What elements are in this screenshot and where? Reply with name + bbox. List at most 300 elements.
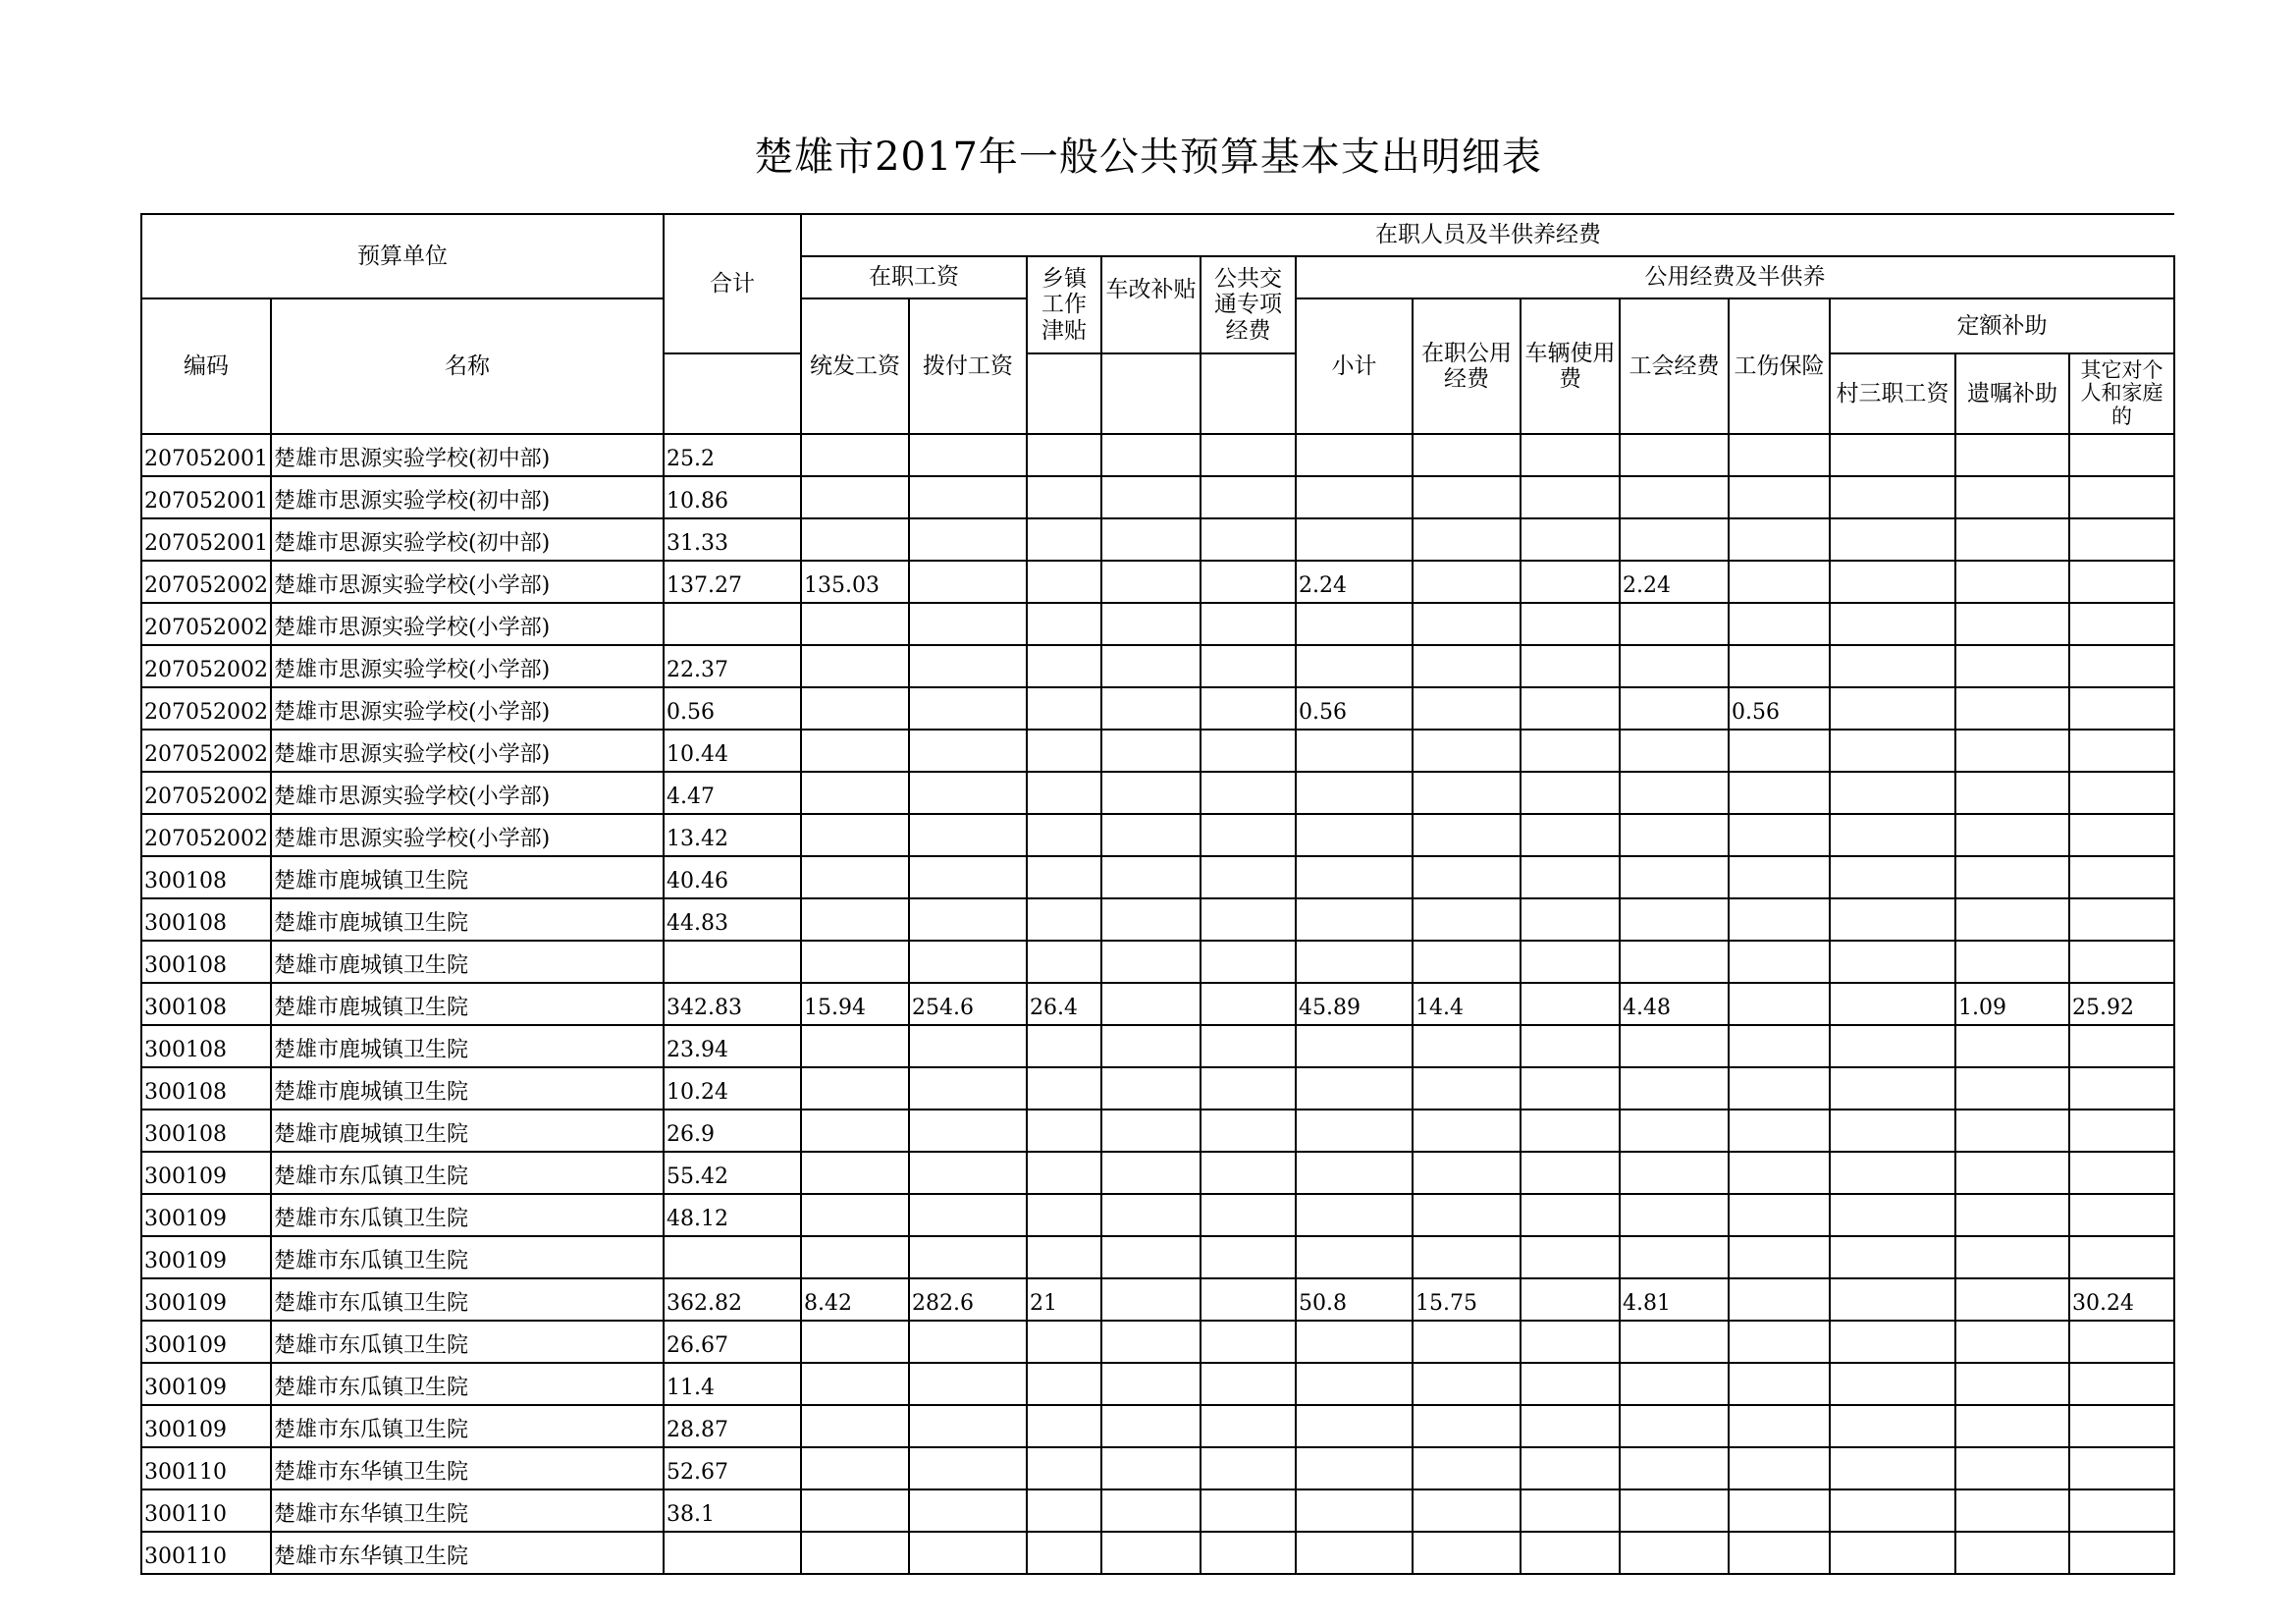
cell-injury-insurance — [1729, 941, 1830, 983]
cell-township-allowance — [1027, 476, 1101, 518]
cell-public-office-fee — [1413, 1110, 1521, 1152]
cell-allocated-salary — [909, 941, 1027, 983]
cell-vehicle-reform — [1101, 1152, 1201, 1194]
cell-vehicle-use-fee — [1521, 1152, 1620, 1194]
cell-allocated-salary — [909, 476, 1027, 518]
header-other-personal: 其它对个人和家庭的 — [2069, 353, 2174, 434]
table-row — [141, 1532, 2174, 1574]
cell-subtotal — [1296, 476, 1413, 518]
cell-village-wage — [1830, 1236, 1955, 1278]
header-subtotal: 小计 — [1296, 298, 1413, 434]
header-personnel-group: 在职人员及半供养经费 — [801, 214, 2174, 256]
cell-injury-insurance — [1729, 603, 1830, 645]
cell-allocated-salary — [909, 434, 1027, 476]
cell-name: 楚雄市鹿城镇卫生院 — [271, 898, 664, 941]
cell-subtotal: 2.24 — [1296, 561, 1413, 603]
cell-subtotal — [1296, 645, 1413, 687]
cell-vehicle-use-fee — [1521, 941, 1620, 983]
cell-code: 300108 — [141, 1067, 271, 1110]
cell-injury-insurance — [1729, 645, 1830, 687]
cell-unified-salary — [801, 645, 909, 687]
cell-union-fee — [1620, 1447, 1729, 1489]
cell-township-allowance — [1027, 645, 1101, 687]
cell-code: 300109 — [141, 1278, 271, 1321]
cell-unified-salary — [801, 1405, 909, 1447]
cell-township-allowance — [1027, 603, 1101, 645]
cell-bequest-subsidy — [1955, 814, 2069, 856]
cell-other-personal — [2069, 561, 2174, 603]
cell-code: 300109 — [141, 1236, 271, 1278]
cell-code: 207052001 — [141, 434, 271, 476]
header-name: 名称 — [271, 298, 664, 434]
cell-subtotal — [1296, 1067, 1413, 1110]
cell-allocated-salary — [909, 1194, 1027, 1236]
cell-bequest-subsidy — [1955, 1194, 2069, 1236]
cell-public-transport — [1201, 1321, 1296, 1363]
cell-village-wage — [1830, 1363, 1955, 1405]
cell-code: 207052002 — [141, 645, 271, 687]
cell-other-personal — [2069, 434, 2174, 476]
cell-subtotal — [1296, 898, 1413, 941]
cell-bequest-subsidy — [1955, 1405, 2069, 1447]
cell-injury-insurance — [1729, 561, 1830, 603]
cell-township-allowance — [1027, 1110, 1101, 1152]
header-injury-insurance: 工伤保险 — [1729, 298, 1830, 434]
cell-township-allowance — [1027, 898, 1101, 941]
cell-bequest-subsidy — [1955, 1532, 2069, 1574]
cell-subtotal — [1296, 1532, 1413, 1574]
cell-vehicle-reform — [1101, 1236, 1201, 1278]
cell-vehicle-use-fee — [1521, 687, 1620, 730]
cell-public-transport — [1201, 561, 1296, 603]
cell-subtotal — [1296, 434, 1413, 476]
cell-unified-salary — [801, 1194, 909, 1236]
cell-vehicle-use-fee — [1521, 1194, 1620, 1236]
cell-unified-salary — [801, 898, 909, 941]
cell-village-wage — [1830, 434, 1955, 476]
cell-unified-salary — [801, 434, 909, 476]
cell-vehicle-reform — [1101, 1278, 1201, 1321]
table-row — [141, 983, 2174, 1025]
cell-public-transport — [1201, 772, 1296, 814]
cell-village-wage — [1830, 983, 1955, 1025]
header-total: 合计 — [664, 214, 801, 353]
cell-bequest-subsidy — [1955, 1447, 2069, 1489]
cell-bequest-subsidy: 1.09 — [1955, 983, 2069, 1025]
header-unified-salary: 统发工资 — [801, 298, 909, 434]
table-row — [141, 1110, 2174, 1152]
cell-name: 楚雄市思源实验学校(小学部) — [271, 645, 664, 687]
cell-bequest-subsidy — [1955, 645, 2069, 687]
cell-other-personal — [2069, 856, 2174, 898]
cell-union-fee — [1620, 941, 1729, 983]
cell-total: 4.47 — [664, 772, 801, 814]
cell-injury-insurance — [1729, 772, 1830, 814]
cell-other-personal — [2069, 603, 2174, 645]
cell-name: 楚雄市东华镇卫生院 — [271, 1447, 664, 1489]
cell-unified-salary — [801, 772, 909, 814]
cell-code: 300108 — [141, 1110, 271, 1152]
cell-public-transport — [1201, 687, 1296, 730]
cell-total: 22.37 — [664, 645, 801, 687]
cell-allocated-salary — [909, 1532, 1027, 1574]
cell-vehicle-use-fee — [1521, 476, 1620, 518]
cell-village-wage — [1830, 687, 1955, 730]
cell-public-transport — [1201, 856, 1296, 898]
cell-vehicle-reform — [1101, 476, 1201, 518]
cell-other-personal — [2069, 1321, 2174, 1363]
cell-vehicle-use-fee — [1521, 1067, 1620, 1110]
cell-allocated-salary — [909, 814, 1027, 856]
table-row — [141, 1321, 2174, 1363]
cell-total — [664, 603, 801, 645]
cell-township-allowance — [1027, 1363, 1101, 1405]
cell-vehicle-use-fee — [1521, 1489, 1620, 1532]
cell-unified-salary — [801, 1236, 909, 1278]
cell-unified-salary — [801, 1321, 909, 1363]
cell-unified-salary: 15.94 — [801, 983, 909, 1025]
cell-unified-salary — [801, 1025, 909, 1067]
cell-village-wage — [1830, 730, 1955, 772]
table-row — [141, 1025, 2174, 1067]
cell-township-allowance — [1027, 730, 1101, 772]
cell-unified-salary — [801, 1152, 909, 1194]
cell-township-allowance — [1027, 1489, 1101, 1532]
cell-other-personal — [2069, 687, 2174, 730]
cell-vehicle-use-fee — [1521, 730, 1620, 772]
cell-vehicle-reform — [1101, 645, 1201, 687]
cell-vehicle-reform — [1101, 1363, 1201, 1405]
cell-subtotal — [1296, 1363, 1413, 1405]
cell-public-transport — [1201, 1236, 1296, 1278]
cell-vehicle-reform — [1101, 1447, 1201, 1489]
cell-public-transport — [1201, 603, 1296, 645]
cell-village-wage — [1830, 1110, 1955, 1152]
cell-name: 楚雄市东瓜镇卫生院 — [271, 1405, 664, 1447]
cell-village-wage — [1830, 772, 1955, 814]
cell-village-wage — [1830, 1489, 1955, 1532]
cell-injury-insurance — [1729, 1067, 1830, 1110]
cell-other-personal — [2069, 1025, 2174, 1067]
cell-subtotal — [1296, 1025, 1413, 1067]
cell-village-wage — [1830, 1194, 1955, 1236]
header-budget-unit: 预算单位 — [141, 214, 664, 298]
cell-public-transport — [1201, 1152, 1296, 1194]
header-township-lower — [1027, 353, 1101, 434]
cell-village-wage — [1830, 1152, 1955, 1194]
cell-subtotal — [1296, 1152, 1413, 1194]
cell-vehicle-use-fee — [1521, 1321, 1620, 1363]
cell-vehicle-use-fee — [1521, 814, 1620, 856]
cell-allocated-salary — [909, 1025, 1027, 1067]
cell-total: 52.67 — [664, 1447, 801, 1489]
cell-injury-insurance — [1729, 1363, 1830, 1405]
cell-bequest-subsidy — [1955, 1152, 2069, 1194]
cell-unified-salary — [801, 856, 909, 898]
cell-unified-salary — [801, 476, 909, 518]
cell-public-transport — [1201, 645, 1296, 687]
cell-bequest-subsidy — [1955, 941, 2069, 983]
cell-bequest-subsidy — [1955, 687, 2069, 730]
cell-other-personal — [2069, 898, 2174, 941]
cell-union-fee — [1620, 645, 1729, 687]
cell-vehicle-use-fee — [1521, 1278, 1620, 1321]
cell-allocated-salary — [909, 1236, 1027, 1278]
header-union-fee: 工会经费 — [1620, 298, 1729, 434]
cell-allocated-salary — [909, 1489, 1027, 1532]
cell-allocated-salary — [909, 1152, 1027, 1194]
table-row — [141, 687, 2174, 730]
header-township-allowance: 乡镇工作津贴 — [1027, 256, 1101, 353]
cell-subtotal — [1296, 1405, 1413, 1447]
cell-vehicle-use-fee — [1521, 898, 1620, 941]
cell-public-office-fee — [1413, 898, 1521, 941]
table-row — [141, 518, 2174, 561]
header-vehicle-use-fee: 车辆使用费 — [1521, 298, 1620, 434]
cell-other-personal — [2069, 814, 2174, 856]
table-row — [141, 434, 2174, 476]
table-row — [141, 1363, 2174, 1405]
header-vehicle-reform-lower — [1101, 353, 1201, 434]
cell-total: 342.83 — [664, 983, 801, 1025]
cell-code: 300109 — [141, 1194, 271, 1236]
cell-village-wage — [1830, 898, 1955, 941]
cell-vehicle-use-fee — [1521, 1405, 1620, 1447]
cell-name: 楚雄市东瓜镇卫生院 — [271, 1278, 664, 1321]
cell-union-fee — [1620, 1025, 1729, 1067]
cell-other-personal — [2069, 1447, 2174, 1489]
header-public-transport-lower — [1201, 353, 1296, 434]
cell-subtotal — [1296, 1236, 1413, 1278]
cell-total: 10.24 — [664, 1067, 801, 1110]
cell-subtotal — [1296, 518, 1413, 561]
cell-bequest-subsidy — [1955, 1067, 2069, 1110]
cell-union-fee — [1620, 1194, 1729, 1236]
cell-township-allowance — [1027, 1152, 1101, 1194]
cell-injury-insurance — [1729, 1110, 1830, 1152]
cell-public-office-fee — [1413, 941, 1521, 983]
cell-injury-insurance — [1729, 1152, 1830, 1194]
cell-code: 207052002 — [141, 814, 271, 856]
cell-village-wage — [1830, 1532, 1955, 1574]
cell-village-wage — [1830, 603, 1955, 645]
cell-allocated-salary — [909, 645, 1027, 687]
cell-allocated-salary — [909, 603, 1027, 645]
cell-vehicle-reform — [1101, 1025, 1201, 1067]
header-village-wage: 村三职工资 — [1830, 353, 1955, 434]
cell-unified-salary — [801, 1363, 909, 1405]
table-row — [141, 1236, 2174, 1278]
cell-allocated-salary — [909, 1405, 1027, 1447]
table-header — [141, 214, 2174, 434]
cell-subtotal — [1296, 1194, 1413, 1236]
cell-vehicle-reform — [1101, 687, 1201, 730]
cell-total — [664, 1532, 801, 1574]
cell-vehicle-reform — [1101, 1405, 1201, 1447]
cell-code: 300110 — [141, 1447, 271, 1489]
cell-township-allowance: 26.4 — [1027, 983, 1101, 1025]
cell-public-transport — [1201, 1405, 1296, 1447]
cell-public-office-fee — [1413, 1489, 1521, 1532]
cell-village-wage — [1830, 645, 1955, 687]
cell-bequest-subsidy — [1955, 1236, 2069, 1278]
cell-injury-insurance — [1729, 1236, 1830, 1278]
cell-vehicle-reform — [1101, 1532, 1201, 1574]
cell-other-personal — [2069, 1236, 2174, 1278]
cell-code: 300109 — [141, 1321, 271, 1363]
cell-township-allowance — [1027, 1447, 1101, 1489]
cell-public-office-fee — [1413, 603, 1521, 645]
cell-other-personal — [2069, 941, 2174, 983]
cell-allocated-salary — [909, 1067, 1027, 1110]
cell-total: 11.4 — [664, 1363, 801, 1405]
cell-vehicle-use-fee — [1521, 1025, 1620, 1067]
table-row — [141, 1278, 2174, 1321]
cell-bequest-subsidy — [1955, 856, 2069, 898]
cell-subtotal: 45.89 — [1296, 983, 1413, 1025]
cell-bequest-subsidy — [1955, 561, 2069, 603]
cell-public-office-fee: 15.75 — [1413, 1278, 1521, 1321]
cell-township-allowance — [1027, 1532, 1101, 1574]
cell-unified-salary — [801, 1447, 909, 1489]
cell-allocated-salary: 282.6 — [909, 1278, 1027, 1321]
cell-subtotal — [1296, 730, 1413, 772]
cell-code: 300108 — [141, 941, 271, 983]
cell-public-office-fee — [1413, 772, 1521, 814]
cell-name: 楚雄市东瓜镇卫生院 — [271, 1321, 664, 1363]
cell-vehicle-reform — [1101, 561, 1201, 603]
cell-bequest-subsidy — [1955, 1321, 2069, 1363]
cell-allocated-salary — [909, 1110, 1027, 1152]
cell-code: 207052002 — [141, 687, 271, 730]
cell-union-fee — [1620, 814, 1729, 856]
cell-name: 楚雄市鹿城镇卫生院 — [271, 856, 664, 898]
header-bequest-subsidy: 遗嘱补助 — [1955, 353, 2069, 434]
cell-injury-insurance — [1729, 1194, 1830, 1236]
cell-township-allowance — [1027, 561, 1101, 603]
cell-injury-insurance — [1729, 1489, 1830, 1532]
cell-village-wage — [1830, 814, 1955, 856]
cell-name: 楚雄市思源实验学校(小学部) — [271, 772, 664, 814]
cell-vehicle-reform — [1101, 434, 1201, 476]
cell-union-fee — [1620, 772, 1729, 814]
cell-total: 55.42 — [664, 1152, 801, 1194]
cell-township-allowance — [1027, 1405, 1101, 1447]
table-row — [141, 1194, 2174, 1236]
cell-union-fee — [1620, 1152, 1729, 1194]
cell-township-allowance: 21 — [1027, 1278, 1101, 1321]
cell-other-personal — [2069, 1405, 2174, 1447]
cell-public-transport — [1201, 518, 1296, 561]
cell-vehicle-reform — [1101, 1067, 1201, 1110]
cell-injury-insurance — [1729, 1278, 1830, 1321]
cell-union-fee: 2.24 — [1620, 561, 1729, 603]
cell-vehicle-use-fee — [1521, 983, 1620, 1025]
cell-union-fee — [1620, 434, 1729, 476]
cell-union-fee — [1620, 1236, 1729, 1278]
cell-township-allowance — [1027, 1067, 1101, 1110]
table-row — [141, 476, 2174, 518]
cell-township-allowance — [1027, 1321, 1101, 1363]
table-row — [141, 1067, 2174, 1110]
cell-subtotal — [1296, 772, 1413, 814]
header-allocated-salary: 拨付工资 — [909, 298, 1027, 434]
cell-union-fee — [1620, 518, 1729, 561]
cell-subtotal — [1296, 1110, 1413, 1152]
cell-unified-salary — [801, 1489, 909, 1532]
cell-allocated-salary — [909, 518, 1027, 561]
cell-village-wage — [1830, 1405, 1955, 1447]
cell-union-fee — [1620, 687, 1729, 730]
cell-allocated-salary — [909, 561, 1027, 603]
cell-unified-salary — [801, 1110, 909, 1152]
cell-allocated-salary: 254.6 — [909, 983, 1027, 1025]
cell-total — [664, 1236, 801, 1278]
cell-vehicle-reform — [1101, 856, 1201, 898]
cell-unified-salary — [801, 941, 909, 983]
cell-total: 44.83 — [664, 898, 801, 941]
header-total-lower — [664, 353, 801, 434]
cell-public-office-fee — [1413, 1447, 1521, 1489]
cell-subtotal: 0.56 — [1296, 687, 1413, 730]
cell-total: 10.44 — [664, 730, 801, 772]
cell-village-wage — [1830, 518, 1955, 561]
cell-village-wage — [1830, 1025, 1955, 1067]
cell-village-wage — [1830, 1067, 1955, 1110]
cell-vehicle-use-fee — [1521, 1363, 1620, 1405]
table-row — [141, 856, 2174, 898]
cell-name: 楚雄市思源实验学校(小学部) — [271, 603, 664, 645]
cell-name: 楚雄市思源实验学校(小学部) — [271, 561, 664, 603]
cell-name: 楚雄市东瓜镇卫生院 — [271, 1236, 664, 1278]
cell-vehicle-reform — [1101, 772, 1201, 814]
cell-unified-salary: 135.03 — [801, 561, 909, 603]
cell-vehicle-use-fee — [1521, 603, 1620, 645]
cell-subtotal — [1296, 603, 1413, 645]
cell-union-fee — [1620, 476, 1729, 518]
table-row — [141, 561, 2174, 603]
cell-public-office-fee — [1413, 856, 1521, 898]
cell-other-personal — [2069, 1110, 2174, 1152]
cell-public-office-fee — [1413, 1194, 1521, 1236]
cell-vehicle-use-fee — [1521, 645, 1620, 687]
cell-code: 300109 — [141, 1405, 271, 1447]
cell-other-personal — [2069, 476, 2174, 518]
cell-public-office-fee — [1413, 645, 1521, 687]
header-quota-subsidy-group: 定额补助 — [1830, 298, 2174, 353]
cell-injury-insurance — [1729, 1447, 1830, 1489]
cell-other-personal — [2069, 772, 2174, 814]
cell-name: 楚雄市鹿城镇卫生院 — [271, 941, 664, 983]
cell-public-office-fee — [1413, 1321, 1521, 1363]
cell-name: 楚雄市鹿城镇卫生院 — [271, 1067, 664, 1110]
cell-unified-salary — [801, 603, 909, 645]
cell-village-wage — [1830, 856, 1955, 898]
cell-other-personal: 25.92 — [2069, 983, 2174, 1025]
cell-public-transport — [1201, 1363, 1296, 1405]
table-row — [141, 941, 2174, 983]
cell-bequest-subsidy — [1955, 898, 2069, 941]
cell-other-personal — [2069, 1363, 2174, 1405]
cell-vehicle-reform — [1101, 941, 1201, 983]
cell-union-fee — [1620, 1532, 1729, 1574]
cell-injury-insurance — [1729, 1321, 1830, 1363]
cell-public-transport — [1201, 814, 1296, 856]
cell-injury-insurance — [1729, 518, 1830, 561]
cell-total — [664, 941, 801, 983]
cell-subtotal — [1296, 1447, 1413, 1489]
cell-public-office-fee — [1413, 1532, 1521, 1574]
